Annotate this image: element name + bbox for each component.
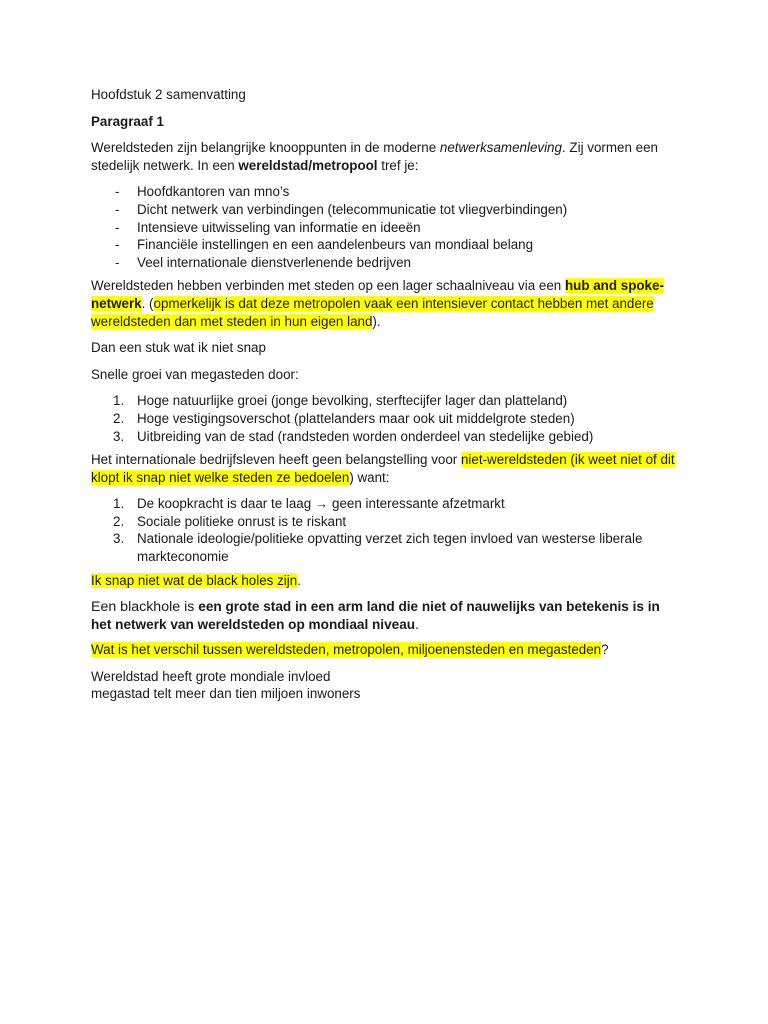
bullet-list-metropool [91,183,681,271]
list-item [91,428,681,446]
paragraph-verschil-question [91,641,681,659]
text-run: Een blackhole is [91,599,199,616]
highlighted-note: Wat is het verschil tussen wereldsteden, metropolen, miljoenensteden en megasteden [91,642,602,658]
list-item-text: Intensieve uitwisseling van informatie en ideeën [137,219,421,235]
list-number: 2. [113,410,125,426]
list-item-text: Hoofdkantoren van mno’s [137,184,290,200]
list-number: 1. [113,393,125,409]
dash-marker: - [115,184,120,200]
highlighted-note: opmerkelijk is dat deze metropolen vaak een intensiever contact hebben met andere wereldsteden dan met steden in hun eigen land [91,295,654,329]
text-run: tref je: [377,157,419,173]
list-item [91,236,681,254]
text-run: . Zij vormen een stedelijk netwerk. In een [91,140,658,173]
dash-marker: - [115,201,120,217]
bold-definition: een grote stad in een arm land die niet of nauwelijks van betekenis is in het netwerk van wereldsteden op mondiaal niveau [91,599,660,633]
text-run: . [415,617,419,633]
list-item-text: De koopkracht is daar te laag → geen interessante afzetmarkt [137,496,505,512]
list-number: 3. [113,428,125,444]
text-run: ). [372,313,381,329]
list-item [91,183,681,201]
list-item [91,254,681,272]
paragraph-note: Dan een stuk wat ik niet snap [91,340,266,356]
text-run: . ( [141,295,154,311]
list-item-text: Veel internationale dienstverlenende bedrijven [137,254,411,270]
highlighted-note: niet-wereldsteden (ik weet niet of dit klopt ik snap niet welke steden ze bedoelen [91,452,675,485]
list-number: 3. [113,531,125,547]
paragraph-megastad-definition: megastad telt meer dan tien miljoen inwoners [91,686,361,702]
list-item-text: Hoge vestigingsoverschot (plattelanders maar ook uit middelgrote steden) [137,410,575,426]
paragraph-black-holes-question [91,572,681,590]
list-item-text: Hoge natuurlijke groei (jonge bevolking, sterftecijfer lager dan platteland) [137,393,568,409]
text-run: Wereldsteden hebben verbinden met steden op een lager schaalniveau via een [91,278,565,294]
section-heading: Paragraaf 1 [91,113,164,129]
list-number: 2. [113,513,125,529]
numbered-list-redenen [91,495,681,565]
text-run: ? [601,642,609,658]
list-item-text: Uitbreiding van de stad (randsteden worden onderdeel van stedelijke gebied) [137,428,594,444]
paragraph-megasteden-intro: Snelle groei van megasteden door: [91,366,299,382]
text-run: ) want: [349,469,390,485]
list-number: 1. [113,496,125,512]
highlighted-note: Ik snap niet wat de black holes zijn [91,572,298,588]
text-run: . [297,572,301,588]
paragraph-wereldstad-definition: Wereldstad heeft grote mondiale invloed [91,668,331,684]
dash-marker: - [115,237,120,253]
list-item-text: Nationale ideologie/politieke opvatting verzet zich tegen invloed van westerse liberale markteconomie [137,531,643,565]
list-item-text: Financiële instellingen en een aandelenbeurs van mondiaal belang [137,237,534,253]
bold-term: wereldstad/metropool [238,157,378,173]
highlighted-bold-term: hub and spoke-netwerk [91,278,664,311]
list-item [91,513,681,531]
list-item-text: Dicht netwerk van verbindingen (telecommunicatie tot vliegverbindingen) [137,201,568,217]
text-run: Wereldsteden zijn belangrijke knooppunten in de moderne [91,140,440,156]
text-run: Het internationale bedrijfsleven heeft geen belangstelling voor [91,452,461,468]
list-item [91,495,681,513]
list-item [91,410,681,428]
document-title: Hoofdstuk 2 samenvatting [91,87,246,102]
dash-marker: - [115,254,120,270]
paragraph-blackhole-definition [91,598,681,633]
list-item [91,530,681,565]
list-item [91,219,681,237]
paragraph-bedrijfsleven [91,451,681,486]
list-item [91,201,681,219]
dash-marker: - [115,219,120,235]
document-body [91,86,681,703]
numbered-list-megasteden [91,392,681,445]
list-item [91,392,681,410]
italic-term: netwerksamenleving [439,140,562,156]
paragraph-hub-and-spoke [91,277,681,330]
paragraph-wereldsteden-intro [91,139,681,174]
list-item-text: Sociale politieke onrust is te riskant [137,513,347,529]
